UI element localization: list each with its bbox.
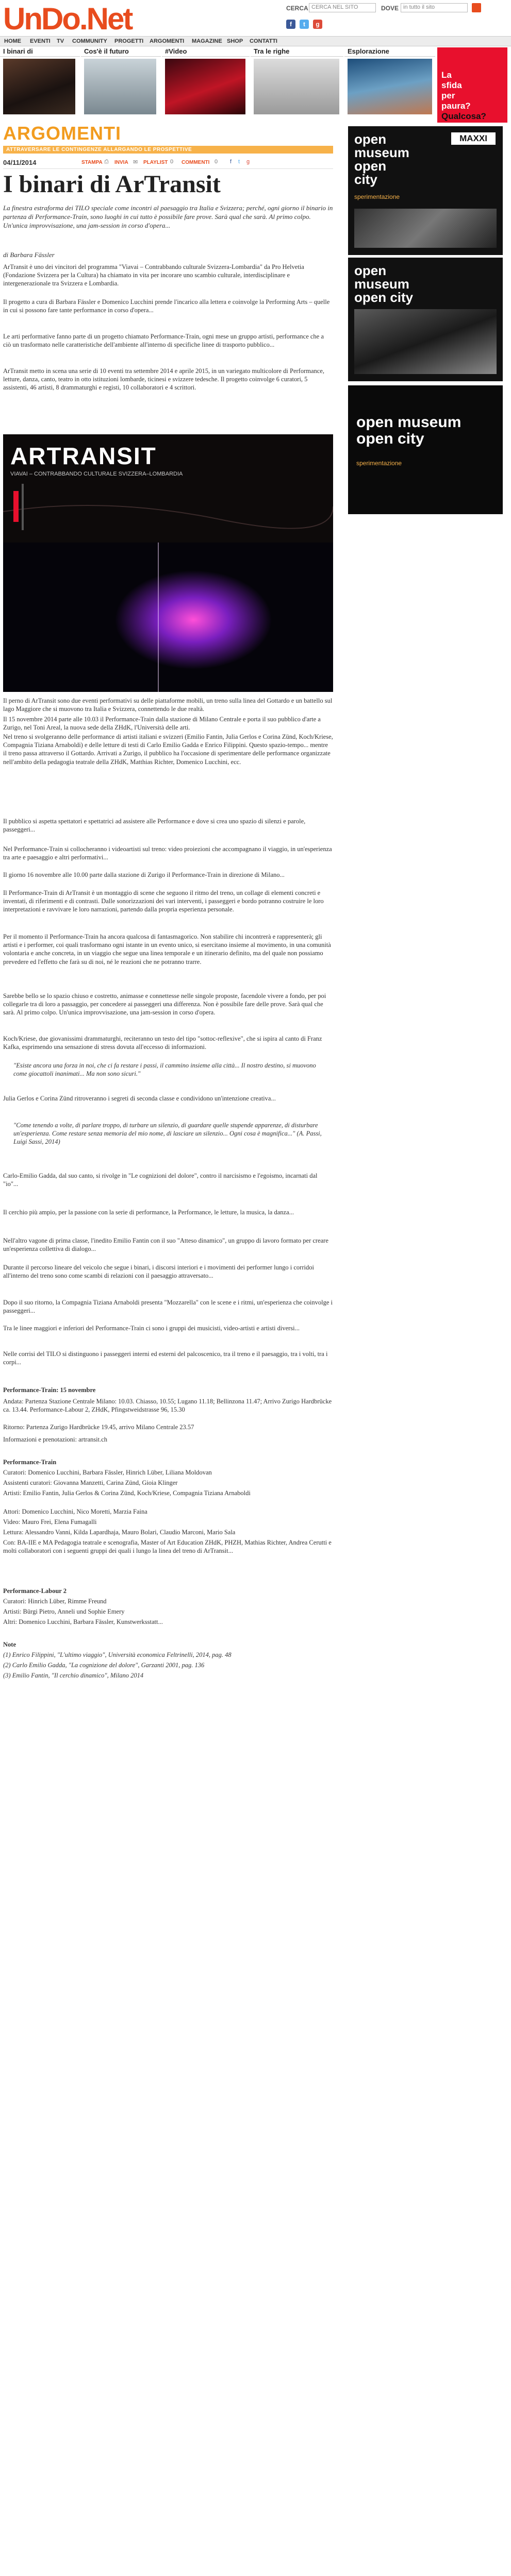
info-heading: Performance-Train: 15 novembre xyxy=(3,1386,96,1394)
footnote: (3) Emilio Fantin, "Il cerchio dinamico", Milano 2014 xyxy=(3,1672,144,1679)
ad-text: Qualcosa? xyxy=(441,111,486,121)
strip-item-esplorazione[interactable] xyxy=(344,47,435,118)
search-submit-button[interactable] xyxy=(472,3,481,12)
performance-photo-graphic xyxy=(3,543,333,692)
artransit-banner-graphic xyxy=(3,434,333,543)
credits-line: Curatori: Domenico Lucchini, Barbara Fässler, Hinrich Lüber, Liliana Moldovan xyxy=(3,1469,212,1476)
nav-item-contatti[interactable]: CONTATTI xyxy=(250,38,277,44)
info-andata: Andata: Partenza Stazione Centrale Milano: 10.03. Chiasso, 10.55; Lugano 11.18; Bellinzona 11.47; Arrivo Zurigo Hardbrücke ca. 13.44. Performance-Labour 2, ZHdK, Pfingstweidstrasse 96, 15.30 xyxy=(3,1398,332,1414)
info-prenotazioni[interactable]: Informazioni e prenotazioni: artransit.ch xyxy=(3,1436,108,1443)
strip-thumbnail[interactable] xyxy=(84,59,156,114)
article-paragraph: Le arti performative fanno parte di un progetto chiamato Performance-Train, ogni mese un gruppo artisti, performance che a ciò un trasformato nelle caratteristiche dell'ambiente all'interno di specifiche linee di trasporto pubblico... xyxy=(3,333,324,349)
article-paragraph: Il perno di ArTransit sono due eventi performativi su delle piattaforme mobili, un treno sulla linea del Gottardo e un battello sul lago Maggiore che si muovono tra Italia e Svizzera, connettendo le due realtà. xyxy=(3,697,333,713)
ad-image xyxy=(354,209,497,248)
strip-item-binari[interactable] xyxy=(0,47,80,118)
credits-line: Lettura: Alessandro Vanni, Kilda Lapardhaja, Mauro Bolari, Claudio Marconi, Mario Sala xyxy=(3,1529,236,1536)
maxxi-logo: MAXXI xyxy=(451,132,496,145)
article-paragraph: Nell'altro vagone di prima classe, l'inedito Emilio Fantin con il suo "Atteso dinamico", un gruppo di lavoro formato per creare un'esperienza collettiva di dialogo... xyxy=(3,1237,328,1253)
article-lead: La finestra estraforma dei TILO speciale come incontri al paesaggio tra Italia e Svizzera; perché, ogni giorno il binario in partenza di Performance-Train, sono luoghi in cui tutto è possibile fare prove. Sarà qual che sarà. Al primo colpo. Un'unica improvvisazione, una jam-session in corso d'opera... xyxy=(3,204,333,229)
article-paragraph: Sarebbe bello se lo spazio chiuso e costretto, animasse e connettesse nelle singole proposte, facendole vivere a fondo, per poi collegarle tra di loro a passaggio, per concedere ai passeggeri una differenza. Non è possibile fare delle prove. Sarà qual che sarà. Al primo colpo. Un'unica improvvisazione, una jam-session in corso d'opera. xyxy=(3,992,326,1016)
playlist-link[interactable]: PLAYLIST xyxy=(143,160,168,165)
article-paragraph: Koch/Kriese, due giovanissimi drammaturghi, reciteranno un testo del tipo "sottoc-reflexive", che si ispira al canto di Franz Kafka, esprimendo una sensazione di stress dovuta all'eccesso di informazioni. xyxy=(3,1035,322,1051)
footnote: (1) Enrico Filippini, "L'ultimo viaggio", Università economica Feltrinelli, 2014, pag. 48 xyxy=(3,1651,232,1658)
facebook-icon[interactable]: f xyxy=(286,20,295,29)
artransit-banner-image xyxy=(3,434,333,543)
article-paragraph: Julia Gerlos e Corina Zünd ritroveranno i segreti di seconda classe e condividono un'intenzione creativa... xyxy=(3,1095,276,1102)
search-input[interactable]: CERCA NEL SITO xyxy=(309,3,376,12)
comments-link[interactable]: COMMENTI xyxy=(182,160,210,165)
sidebar-ad-open-museum[interactable] xyxy=(348,258,503,381)
nav-item-community[interactable]: COMMUNITY xyxy=(72,38,107,44)
article-date: 04/11/2014 xyxy=(3,159,37,166)
credits-line: Artisti: Emilio Fantin, Julia Gerlos & Corina Zünd, Koch/Kriese, Compagnia Tiziana Arnaboldi xyxy=(3,1489,251,1497)
where-select[interactable]: in tutto il sito xyxy=(401,3,468,12)
mail-icon[interactable]: ✉ xyxy=(133,159,138,165)
strip-thumbnail[interactable] xyxy=(348,59,432,114)
article-paragraph: ArTransit metto in scena una serie di 10 eventi tra settembre 2014 e aprile 2015, in un variegato multicolore di Performance, letture, danza, canto, teatro in otto istituzioni lombarde, ticinesi e svizzere tedesche. Il progetto coinvolge 6 curatori, 5 assistenti, 46 artisti, 8 drammaturghi e registi, 10 collaboratori e 4 scrittori. xyxy=(3,367,324,392)
article-paragraph: Il pubblico si aspetta spettatori e spettatrici ad assistere alle Performance e dove si crea uno spazio di silenzi e parole, passeggeri... xyxy=(3,818,306,834)
nav-item-progetti[interactable]: PROGETTI xyxy=(114,38,144,44)
main-nav xyxy=(0,36,511,46)
ad-text: open museum open city xyxy=(354,131,409,187)
performance-photo xyxy=(3,543,333,692)
credits-heading-2: Performance-Labour 2 xyxy=(3,1587,67,1595)
article-paragraph: Nel treno si svolgeranno delle performance di artisti italiani e svizzeri (Emilio Fantin, Julia Gerlos e Corina Zünd, Koch/Kriese, Compagnia Tiziana Arnaboldi) e delle letture di testi di Carlo Emilio Gadda e Enrico Filippini. Questo spazio-tempo... mentre il treno passa attraverso il Gottardo. Arrivati a Zurigo, il pubblico ha l'occasione di sperimentare delle performance organizzate nell'ambito della pedagogia teatrale della ZHdK, Matthias Richter, Domenico Lucchini, ecc. xyxy=(3,733,333,766)
comments-count: 0 xyxy=(215,159,218,165)
ad-text: open museum open city xyxy=(354,263,414,305)
google-share-icon[interactable]: g xyxy=(246,159,250,165)
strip-item-label: Tra le righe xyxy=(251,47,343,57)
ad-text: open museum open city xyxy=(356,414,461,447)
article-meta xyxy=(3,158,333,169)
nav-item-shop[interactable]: SHOP xyxy=(227,38,243,44)
article-quote: "Esiste ancora una forza in noi, che ci fa restare i passi, il cammino insieme alla città... Il nostro destino, si muovono come giocattoli inanimati... Ma non sono sicuri." xyxy=(13,1062,316,1078)
strip-item-label: #Video xyxy=(162,47,250,57)
top-ad-banner[interactable] xyxy=(437,47,507,123)
ad-image xyxy=(354,309,497,374)
strip-thumbnail[interactable] xyxy=(165,59,245,114)
article-title: I binari di ArTransit xyxy=(3,171,221,198)
credits-line: Curatori: Hinrich Lüber, Rimme Freund xyxy=(3,1598,107,1605)
credits-line: Video: Mauro Frei, Elena Fumagalli xyxy=(3,1518,97,1526)
print-link[interactable]: STAMPA xyxy=(81,160,103,165)
article-quote: "Come tenendo a volte, di parlare troppo, di turbare un silenzio, di guardare quelle stupende apparenze, di disturbare un'esperienza. Come restare senza memoria del mio nome, di lasciare un silenzio... Ogni cosa è magnifica..." (A. Passi, Luigi Sassi, 2014) xyxy=(13,1122,322,1146)
search-bar xyxy=(286,3,503,14)
sidebar-ad-maxxi[interactable] xyxy=(348,126,503,255)
strip-item-label: Esplorazione xyxy=(344,47,435,57)
ad-text: La xyxy=(441,70,452,80)
section-title: ARGOMENTI xyxy=(3,123,121,144)
article-paragraph: Tra le linee maggiori e inferiori del Performance-Train ci sono i gruppi dei musicisti, video-artisti e artisti diversi... xyxy=(3,1325,300,1332)
strip-item-video[interactable] xyxy=(162,47,250,118)
article-paragraph: Il cerchio più ampio, per la passione con la serie di performance, la Performance, le letture, la musica, la danza... xyxy=(3,1209,294,1216)
article-author: di Barbara Fässler xyxy=(3,251,55,259)
ad-link: sperimentazione xyxy=(356,460,402,467)
sidebar-ad-open-city[interactable] xyxy=(348,385,503,514)
ad-text: per xyxy=(441,91,455,100)
nav-item-argomenti[interactable]: ARGOMENTI xyxy=(150,38,185,44)
article-paragraph: Dopo il suo ritorno, la Compagnia Tiziana Arnaboldi presenta "Mozzarella" con le scene e i ritmi, un'esperienza che coinvolge i passeggeri... xyxy=(3,1299,333,1315)
strip-item-futuro[interactable] xyxy=(81,47,161,118)
credits-line: Altri: Domenico Lucchini, Barbara Fässler, Kunstwerksstatt... xyxy=(3,1618,163,1625)
ad-text: sfida xyxy=(441,80,462,90)
article-paragraph: Nelle corrisi del TILO si distinguono i passeggeri interni ed esterni del palcoscenico, tra il treno e il paesaggio, tra i volti, tra i corpi... xyxy=(3,1350,328,1366)
strip-item-label: I binari di xyxy=(0,47,80,57)
search-label: CERCA xyxy=(286,5,308,12)
strip-item-label: Cos'è il futuro xyxy=(81,47,161,57)
featured-strip xyxy=(0,47,511,118)
article-paragraph: Il giorno 16 novembre alle 10.00 parte dalla stazione di Zurigo il Performance-Train in direzione di Milano... xyxy=(3,871,285,878)
article-paragraph: ArTransit è uno dei vincitori del programma "Viavai – Contrabbando culturale Svizzera-Lombardia" da Pro Helvetia (Fondazione Svizzera per la Cultura) ha chiamato in vita per incorare uno scambio culturale, interdisciplinare e intergenerazionale tra Svizzera e Lombardia. xyxy=(3,263,304,287)
footnotes-heading: Note xyxy=(3,1641,16,1648)
credits-line: Attori: Domenico Lucchini, Nico Moretti, Marzia Faina xyxy=(3,1508,147,1515)
artransit-subtext: VIAVAI – CONTRABBANDO CULTURALE SVIZZERA–LOMBARDIA xyxy=(10,471,183,477)
credits-line: Assistenti curatori: Giovanna Manzetti, Carina Zünd, Gioia Klinger xyxy=(3,1479,178,1486)
playlist-count: 0 xyxy=(170,159,174,165)
twitter-icon[interactable]: t xyxy=(300,20,309,29)
credits-line: Con: BA-IIE e MA Pedagogia teatrale e scenografia, Master of Art Education ZHdK, PHZH, Mathias Richter, Andrea Cerutti e molti collaboratori con i seguenti gruppi dei quali i lungo la linea del treno di ArTransit... xyxy=(3,1539,332,1555)
where-label: DOVE xyxy=(381,5,399,12)
credits-heading: Performance-Train xyxy=(3,1459,57,1466)
strip-thumbnail[interactable] xyxy=(254,59,339,114)
nav-item-magazine[interactable]: MAGAZINE xyxy=(192,38,222,44)
article-paragraph: Durante il percorso lineare del veicolo che segue i binari, i discorsi interiori e i movimenti dei performer lungo i corridoi all'interno del treno sono come scambi di relazioni con il paesaggio attraversato... xyxy=(3,1264,314,1280)
info-ritorno: Ritorno: Partenza Zurigo Hardbrücke 19.45, arrivo Milano Centrale 23.57 xyxy=(3,1423,194,1431)
strip-item-tra-le-righe[interactable] xyxy=(251,47,343,118)
site-header xyxy=(0,0,511,46)
facebook-share-icon[interactable]: f xyxy=(230,159,232,165)
credits-line: Artisti: Bürgi Pietro, Anneli und Sophie Emery xyxy=(3,1608,125,1615)
ad-link: sperimentazione xyxy=(354,193,400,200)
print-icon[interactable]: ⎙ xyxy=(104,159,109,165)
strip-thumbnail[interactable] xyxy=(3,59,75,114)
twitter-share-icon[interactable]: t xyxy=(238,159,240,165)
nav-item-eventi[interactable]: EVENTI xyxy=(30,38,51,44)
article-paragraph: Nel Performance-Train si collocheranno i videoartisti sul treno: video proiezioni che accompagnano il viaggio, in un'esperienza tra arte e paesaggio e altri performativi... xyxy=(3,845,332,861)
article-paragraph: Il Performance-Train di ArTransit è un montaggio di scene che seguono il ritmo del treno, un collage di elementi concreti e inventati, di riferimenti e di contrasti. Dalle sonorizzazioni dei vari interventi, i passeggeri e bordo potranno costruire le loro interpretazioni e ravvivare le loro narrazioni, partendo dalla propria esperienza personale. xyxy=(3,889,324,913)
site-logo[interactable]: UnDo.Net xyxy=(3,2,132,36)
ad-text: paura? xyxy=(441,101,471,111)
artransit-logo-text: ARTRANSIT xyxy=(10,443,157,469)
social-links xyxy=(286,20,324,30)
article-paragraph: Per il momento il Performance-Train ha ancora qualcosa di fantasmagorico. Non stabilire chi incontrerà e rappresenterà; gli artisti e i performer, coi quali trasformano ogni istante in un evento unico, si esercitano insieme al movimento, in una comunità volontaria e anche concreta, in un viaggio che segue una linea temporale e un itinerario definito, ma del quale non possiamo prevedere ed l'effetto che farà su di noi, né le reazioni che ne potranno trarre. xyxy=(3,933,331,965)
article-paragraph: Carlo-Emilio Gadda, dal suo canto, si rivolge in "Le cognizioni del dolore", contro il narcisismo e l'egoismo, incarnati dal "io"... xyxy=(3,1172,318,1188)
article-paragraph: Il 15 novembre 2014 parte alle 10.03 il Performance-Train dalla stazione di Milano Centrale e porta il suo pubblico d'arte a Zurigo, nel Toni Areal, la nuova sede della ZHdK, l'Università delle arti. xyxy=(3,716,321,732)
footnote: (2) Carlo Emilio Gadda, "La cognizione del dolore", Garzanti 2001, pag. 136 xyxy=(3,1662,205,1669)
google-plus-icon[interactable]: g xyxy=(313,20,322,29)
section-subtitle: ATTRAVERSARE LE CONTINGENZE ALLARGANDO LE PROSPETTIVE xyxy=(3,146,333,154)
send-link[interactable]: INVIA xyxy=(114,160,128,165)
nav-item-home[interactable]: HOME xyxy=(4,38,21,44)
nav-item-tv[interactable]: TV xyxy=(57,38,64,44)
article-paragraph: Il progetto a cura di Barbara Fässler e Domenico Lucchini prende l'incarico alla lettera e coinvolge la Performing Arts – quelle in cui si possono fare tante performance in corso d'opera... xyxy=(3,298,330,314)
